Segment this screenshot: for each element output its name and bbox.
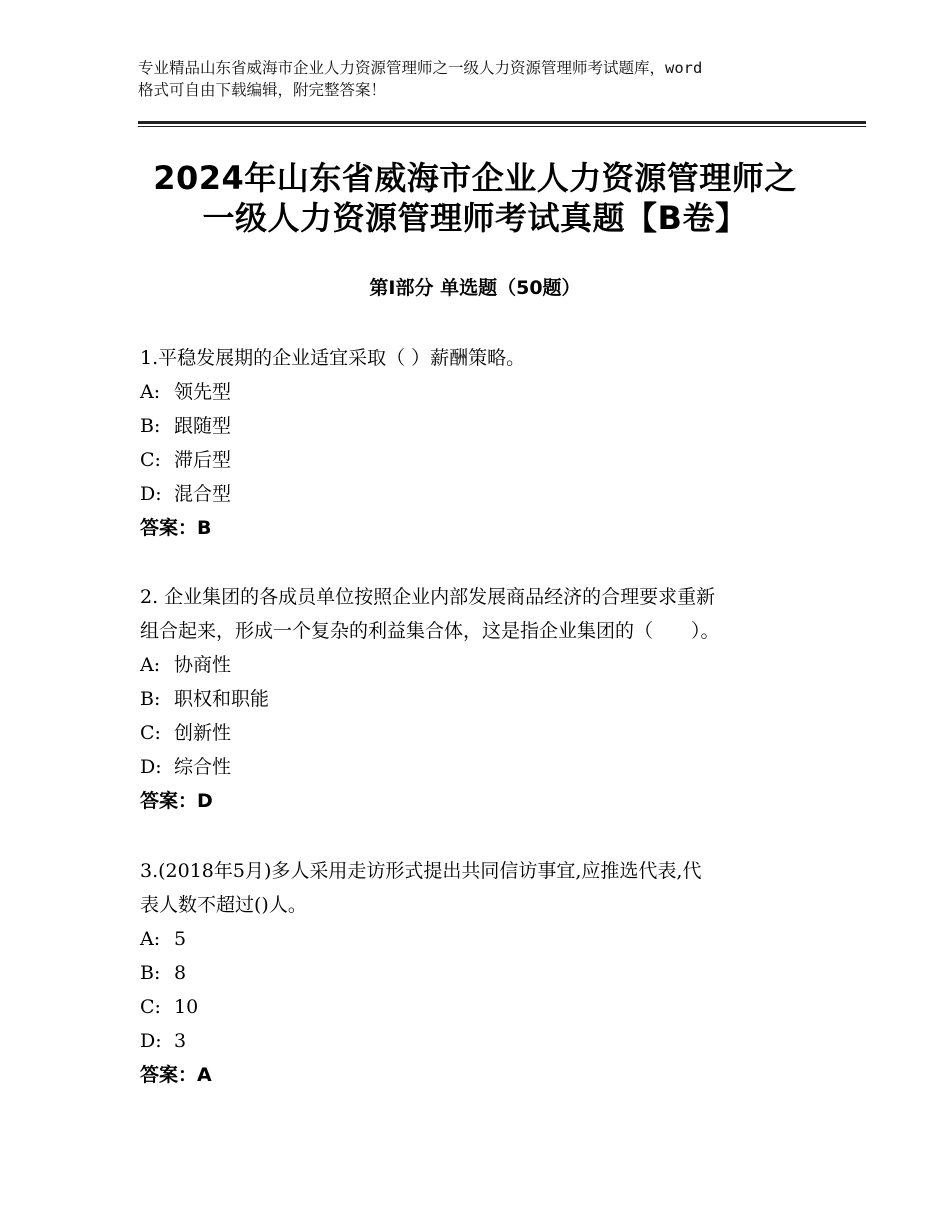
option-text: 综合性 [174,756,232,778]
option-text: 8 [174,962,187,984]
question-2-option-b [140,682,820,716]
section-title: 第Ⅰ部分 单选题（50题） [369,277,581,299]
option-letter: A: [140,928,161,950]
header-note [138,57,828,101]
option-letter: C: [140,996,161,1018]
option-text: 10 [174,996,199,1018]
question-3-option-b [140,956,820,990]
question-2 [140,580,820,818]
question-2-option-a [140,648,820,682]
question-1-option-b [140,409,820,443]
document-title-line-1: 2024年山东省威海市企业人力资源管理师之 [153,159,797,197]
question-2-stem-line-2: 组合起来，形成一个复杂的利益集合体，这是指企业集团的（ ）。 [140,620,720,642]
question-2-stem-line-1: 2. 企业集团的各成员单位按照企业内部发展商品经济的合理要求重新 [140,586,716,608]
question-2-answer: 答案：D [140,790,213,812]
question-3 [140,854,820,1092]
option-letter: D: [140,483,162,505]
option-text: 跟随型 [174,415,232,437]
option-text: 创新性 [174,722,232,744]
option-text: 协商性 [174,654,232,676]
question-1-stem: 1.平稳发展期的企业适宜采取（ ）薪酬策略。 [140,347,526,369]
header-divider-thin [138,126,866,127]
question-3-option-a [140,922,820,956]
question-3-option-c [140,990,820,1024]
question-1-option-d [140,477,820,511]
question-3-answer: 答案：A [140,1064,212,1086]
option-text: 领先型 [174,381,232,403]
option-letter: B: [140,962,161,984]
option-letter: B: [140,415,161,437]
option-letter: D: [140,1030,162,1052]
question-3-stem-line-2: 表人数不超过()人。 [140,894,307,916]
option-letter: A: [140,381,161,403]
question-1-option-a [140,375,820,409]
document-title-line-2: 一级人力资源管理师考试真题【B卷】 [202,199,748,237]
header-note-line-1: 专业精品山东省威海市企业人力资源管理师之一级人力资源管理师考试题库，word [138,59,703,77]
option-text: 滞后型 [174,449,232,471]
option-letter: C: [140,449,161,471]
header-divider-thick [138,121,866,124]
option-letter: C: [140,722,161,744]
question-1 [140,341,820,545]
option-text: 职权和职能 [174,688,270,710]
header-note-line-2: 格式可自由下载编辑，附完整答案！ [138,81,387,99]
question-1-answer: 答案：B [140,517,212,539]
option-letter: B: [140,688,161,710]
question-1-option-c [140,443,820,477]
option-letter: A: [140,654,161,676]
option-text: 5 [174,928,187,950]
question-2-option-c [140,716,820,750]
question-3-option-d [140,1024,820,1058]
option-letter: D: [140,756,162,778]
question-3-stem-line-1: 3.(2018年5月)多人采用走访形式提出共同信访事宜,应推选代表,代 [140,860,702,882]
question-2-option-d [140,750,820,784]
option-text: 混合型 [174,483,232,505]
document-title [100,158,850,238]
option-text: 3 [174,1030,187,1052]
